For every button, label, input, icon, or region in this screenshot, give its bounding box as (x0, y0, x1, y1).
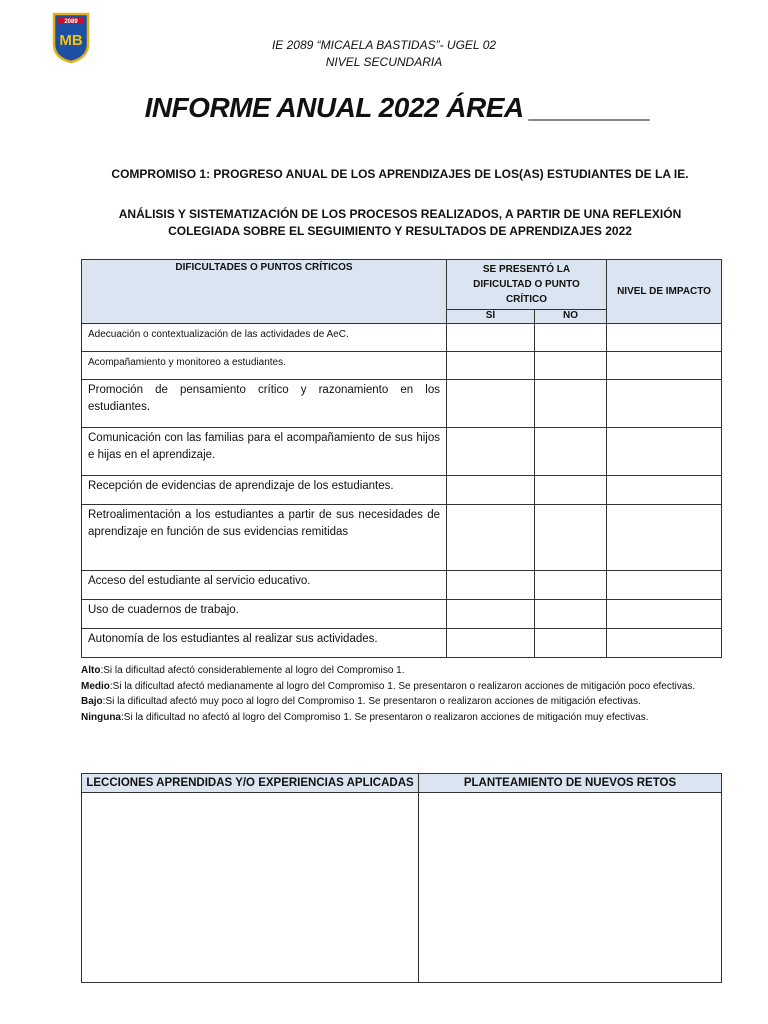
table-row (82, 571, 722, 600)
lecciones-retos-table (81, 773, 722, 983)
cell-si[interactable] (447, 380, 535, 428)
col-retos: PLANTEAMIENTO DE NUEVOS RETOS (419, 774, 722, 793)
row-label: Comunicación con las familias para el acompañamiento de sus hijos e hijas en el aprendizaje. (82, 428, 447, 476)
table-row (82, 324, 722, 352)
legend-medio (81, 679, 726, 695)
col-si: SÍ (447, 310, 535, 324)
cell-si[interactable] (447, 505, 535, 571)
table-row (82, 428, 722, 476)
row-label: Autonomía de los estudiantes al realizar sus actividades. (82, 629, 447, 658)
row-label: Uso de cuadernos de trabajo. (82, 600, 447, 629)
cell-no[interactable] (535, 600, 607, 629)
cell-si[interactable] (447, 476, 535, 505)
table-row (82, 600, 722, 629)
legend-ninguna-text: :Si la dificultad no afectó al logro del Compromiso 1. Se presentaron o realizaron acciones de mitigación muy efectivas. (121, 711, 649, 723)
legend-medio-label: Medio (81, 680, 110, 692)
legend-alto-text: :Si la dificultad afectó considerablemente al logro del Compromiso 1. (100, 665, 405, 676)
cell-no[interactable] (535, 324, 607, 352)
cell-nivel[interactable] (607, 629, 722, 658)
cell-si[interactable] (447, 324, 535, 352)
cell-si[interactable] (447, 428, 535, 476)
cell-nivel[interactable] (607, 505, 722, 571)
cell-si[interactable] (447, 571, 535, 600)
row-label: Recepción de evidencias de aprendizaje de los estudiantes. (82, 476, 447, 505)
row-label: Acceso del estudiante al servicio educativo. (82, 571, 447, 600)
cell-si[interactable] (447, 352, 535, 380)
cell-nivel[interactable] (607, 571, 722, 600)
cell-no[interactable] (535, 505, 607, 571)
legend-ninguna (81, 710, 726, 726)
row-label: Adecuación o contextualización de las actividades de AeC. (82, 324, 447, 352)
lecciones-cell[interactable] (82, 793, 419, 983)
cell-no[interactable] (535, 629, 607, 658)
school-line: IE 2089 “MICAELA BASTIDAS”- UGEL 02 (271, 38, 497, 52)
retos-cell[interactable] (419, 793, 722, 983)
legend-ninguna-label: Ninguna (81, 711, 121, 723)
legend-bajo (81, 694, 726, 710)
cell-no[interactable] (535, 571, 607, 600)
analisis-line-1: ANÁLISIS Y SISTEMATIZACIÓN DE LOS PROCESOS REALIZADOS, A PARTIR DE UNA REFLEXIÓN (118, 207, 682, 221)
logo-text: MB (59, 32, 83, 49)
cell-no[interactable] (535, 352, 607, 380)
legend-alto-label: Alto (81, 665, 101, 676)
legend-alto (81, 663, 726, 679)
impact-legend (81, 663, 726, 725)
col-nivel-impacto: NIVEL DE IMPACTO (607, 260, 722, 324)
compromiso-heading: COMPROMISO 1: PROGRESO ANUAL DE LOS APRENDIZAJES DE LOS(AS) ESTUDIANTES DE LA IE. (111, 167, 689, 181)
table-row (82, 505, 722, 571)
cell-nivel[interactable] (607, 476, 722, 505)
cell-nivel[interactable] (607, 324, 722, 352)
cell-no[interactable] (535, 428, 607, 476)
col-presento: SE PRESENTÓ LA DIFICULTAD O PUNTO CRÍTICO (447, 260, 607, 310)
page-title: INFORME ANUAL 2022 ÁREA ________ (144, 92, 651, 123)
col-lecciones: LECCIONES APRENDIDAS Y/O EXPERIENCIAS APLICADAS (82, 774, 419, 793)
cell-si[interactable] (447, 600, 535, 629)
legend-bajo-label: Bajo (81, 696, 103, 707)
cell-nivel[interactable] (607, 600, 722, 629)
legend-bajo-text: :Si la dificultad afectó muy poco al logro del Compromiso 1. Se presentaron o realizaron acciones de mitigación efectivas. (102, 696, 641, 707)
col-no: NO (535, 310, 607, 324)
cell-no[interactable] (535, 476, 607, 505)
table-row (82, 380, 722, 428)
cell-si[interactable] (447, 629, 535, 658)
col-dificultades: DIFICULTADES O PUNTOS CRÍTICOS (82, 260, 447, 324)
cell-nivel[interactable] (607, 428, 722, 476)
logo-number: 2089 (64, 19, 78, 25)
cell-nivel[interactable] (607, 380, 722, 428)
dificultades-table (81, 259, 722, 658)
row-label: Acompañamiento y monitoreo a estudiantes. (82, 352, 447, 380)
level-line: NIVEL SECUNDARIA (325, 55, 443, 69)
row-label: Retroalimentación a los estudiantes a partir de sus necesidades de aprendizaje en función de sus evidencias remitidas (82, 505, 447, 571)
cell-no[interactable] (535, 380, 607, 428)
cell-nivel[interactable] (607, 352, 722, 380)
table-row (82, 476, 722, 505)
analisis-line-2: COLEGIADA SOBRE EL SEGUIMIENTO Y RESULTADOS DE APRENDIZAJES 2022 (168, 224, 632, 238)
table-row (82, 629, 722, 658)
legend-medio-text: :Si la dificultad afectó medianamente al logro del Compromiso 1. Se presentaron o realizaron acciones de mitigación poco efectivas. (109, 680, 696, 692)
analisis-heading (0, 206, 768, 240)
table-row (82, 352, 722, 380)
row-label: Promoción de pensamiento crítico y razonamiento en los estudiantes. (82, 380, 447, 428)
